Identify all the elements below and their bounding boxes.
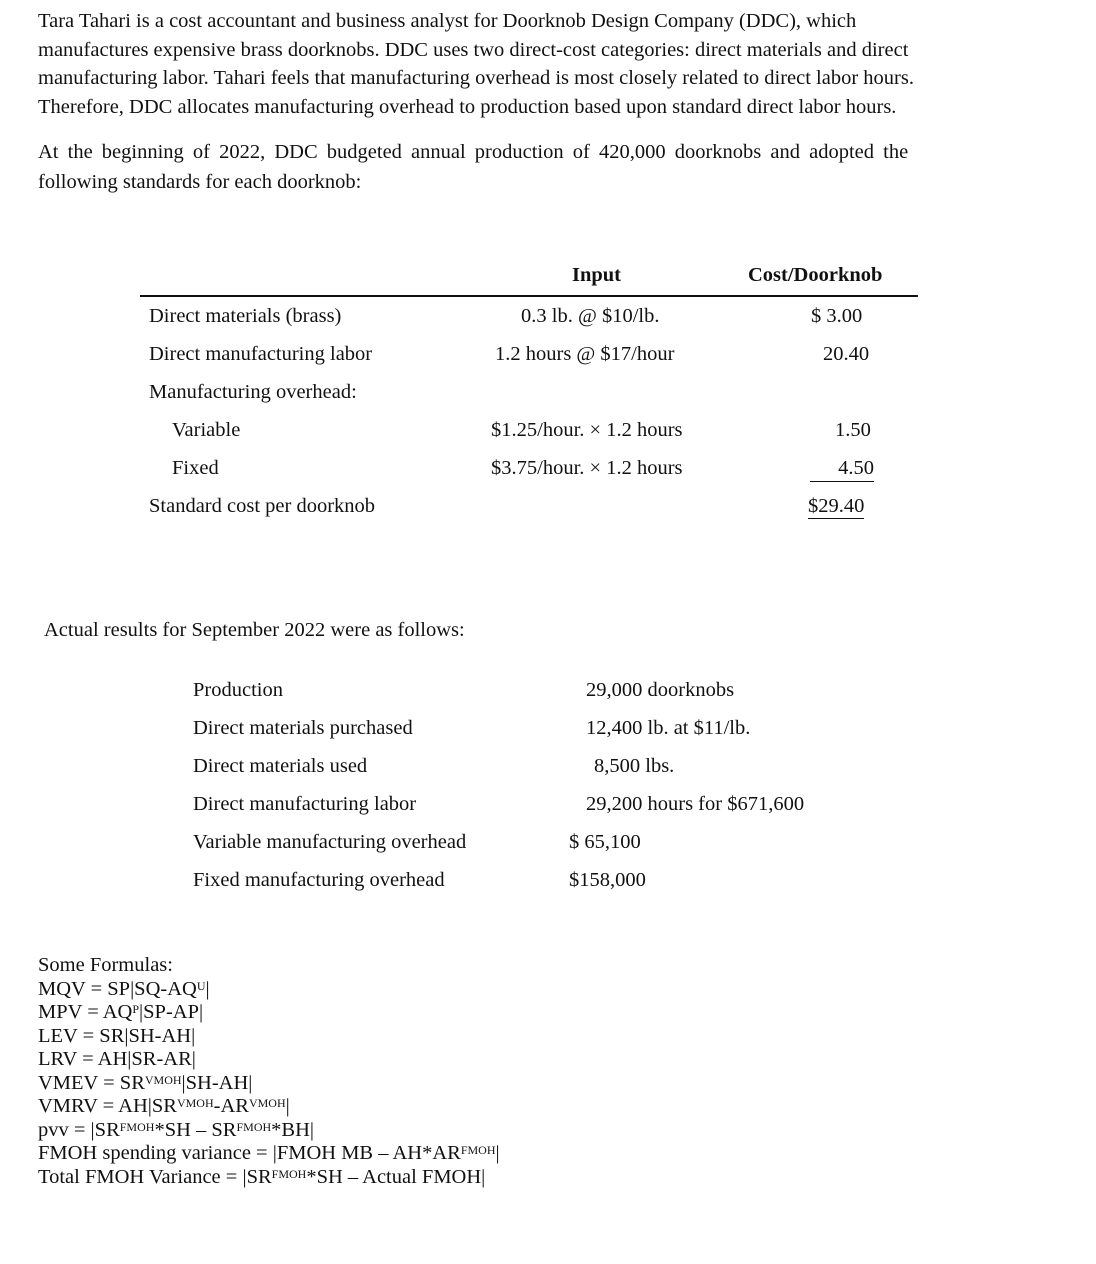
formula-part: *BH| <box>271 1118 314 1141</box>
formula-part: | <box>495 1142 500 1164</box>
row-value: $158,000 <box>569 869 646 891</box>
row-input: $3.75/hour. × 1.2 hours <box>491 457 683 479</box>
formula-sup: FMOH <box>460 1143 496 1157</box>
row-label: Variable <box>172 419 241 441</box>
row-cost: 20.40 <box>823 343 870 365</box>
row-value: 8,500 lbs. <box>594 755 675 777</box>
table-header-cost: Cost/Doorknob <box>748 264 883 286</box>
formula-pvv <box>38 1119 500 1143</box>
formula-part: | <box>285 1095 290 1117</box>
row-input: $1.25/hour. × 1.2 hours <box>491 419 683 441</box>
row-label: Direct materials used <box>193 755 368 777</box>
intro-line: Tara Tahari is a cost accountant and business analyst for Doorknob Design Company (DDC), which <box>38 10 857 32</box>
formula-part: VMEV = SR <box>38 1071 145 1094</box>
row-input: 0.3 lb. @ $10/lb. <box>521 305 660 327</box>
formula-sup: FMOH <box>236 1119 272 1134</box>
row-value: 29,200 hours for $671,600 <box>586 793 805 815</box>
formula-part: FMOH spending variance = |FMOH MB – AH*AR <box>38 1142 461 1164</box>
formula-sup: U <box>196 978 206 993</box>
intro-line: manufacturing labor. Tahari feels that manufacturing overhead is most closely related to direct labor hours. <box>38 67 914 90</box>
formula-sup: FMOH <box>271 1166 307 1181</box>
row-value: 29,000 doorknobs <box>586 679 735 701</box>
intro-line: following standards for each doorknob: <box>38 170 362 193</box>
intro-line: Therefore, DDC allocates manufacturing overhead to production based upon standard direct labor hours. <box>38 95 897 118</box>
row-cost: 1.50 <box>835 419 871 441</box>
formula-vmev <box>38 1072 500 1096</box>
row-label: Fixed <box>172 457 219 479</box>
formula-part: -AR <box>213 1095 249 1117</box>
formula-part: MPV = AQ <box>38 1001 133 1023</box>
intro-paragraph-2 <box>38 138 908 197</box>
formula-sup: P <box>132 1002 140 1016</box>
row-label: Standard cost per doorknob <box>149 495 376 517</box>
row-value: 12,400 lb. at $11/lb. <box>586 717 751 739</box>
row-label: Variable manufacturing overhead <box>193 831 467 853</box>
formula-vmrv <box>38 1095 500 1119</box>
fixed-cost-value: 4.50 <box>810 457 874 482</box>
row-label: Direct manufacturing labor <box>193 793 417 815</box>
formula-part: pvv = |SR <box>38 1118 120 1141</box>
formulas-heading: Some Formulas: <box>38 954 173 976</box>
row-input: 1.2 hours @ $17/hour <box>495 343 675 365</box>
formula-lrv: LRV = AH|SR-AR| <box>38 1048 196 1070</box>
formula-part: | <box>205 977 210 1000</box>
formula-part: Total FMOH Variance = |SR <box>38 1165 272 1188</box>
formula-part: *SH – Actual FMOH| <box>306 1165 486 1188</box>
formula-mpv <box>38 1001 500 1025</box>
row-label: Direct materials (brass) <box>149 305 342 327</box>
formula-part: *SH – SR <box>154 1118 237 1141</box>
formula-sup: FMOH <box>119 1119 155 1134</box>
table-header-rule <box>140 295 918 297</box>
row-cost <box>808 495 864 518</box>
intro-line: At the beginning of 2022, DDC budgeted annual production of 420,000 doorknobs and adopted the <box>38 141 909 163</box>
formula-sup: VMOH <box>248 1096 286 1110</box>
row-value: $ 65,100 <box>569 831 641 853</box>
row-label: Production <box>193 679 283 701</box>
row-label: Direct materials purchased <box>193 717 413 739</box>
row-cost: $ 3.00 <box>811 305 863 327</box>
formula-part: |SH-AH| <box>181 1071 253 1094</box>
formula-sup: VMOH <box>144 1072 182 1087</box>
formula-mqv <box>38 978 500 1002</box>
formula-part: VMRV = AH|SR <box>38 1095 177 1117</box>
total-cost-value: $29.40 <box>808 495 865 517</box>
table-header-input: Input <box>572 264 622 286</box>
formula-sup: VMOH <box>176 1096 214 1110</box>
formula-lev: LEV = SR|SH-AH| <box>38 1024 196 1047</box>
formulas-block <box>38 954 500 1189</box>
intro-line: manufactures expensive brass doorknobs. DDC uses two direct-cost categories: direct materials and direct <box>38 38 909 61</box>
intro-paragraph-1 <box>38 7 914 121</box>
formula-fmoh-spending <box>38 1142 500 1166</box>
formula-part: |SP-AP| <box>139 1001 204 1023</box>
formula-part: MQV = SP|SQ-AQ <box>38 977 197 1000</box>
actual-intro: Actual results for September 2022 were as follows: <box>44 619 465 641</box>
row-label: Manufacturing overhead: <box>149 381 357 403</box>
row-label: Fixed manufacturing overhead <box>193 869 445 891</box>
row-label: Direct manufacturing labor <box>149 343 373 365</box>
row-cost <box>810 457 874 482</box>
formula-total-fmoh <box>38 1166 500 1190</box>
